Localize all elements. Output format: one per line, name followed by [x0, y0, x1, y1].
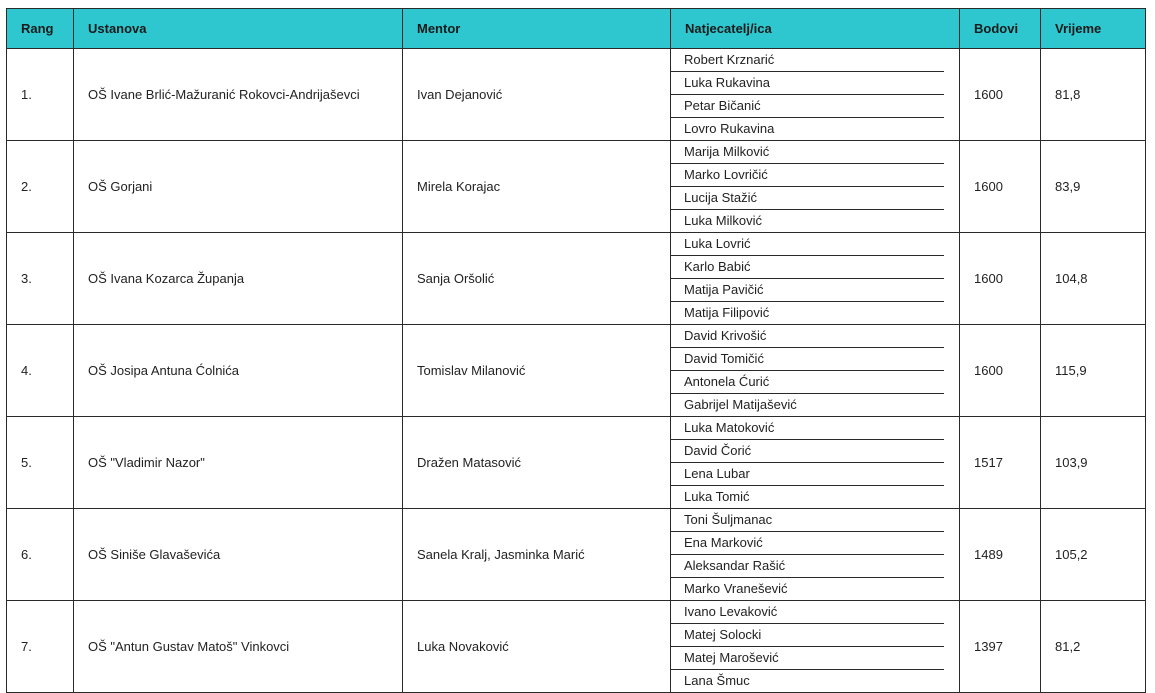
member-name: Matej Solocki [684, 627, 762, 642]
member-name: Luka Matoković [684, 420, 775, 435]
table-row [7, 233, 1146, 325]
member-list [671, 417, 959, 508]
bodovi-cell: 1600 [960, 233, 1041, 325]
bodovi-cell: 1600 [960, 49, 1041, 141]
table-row [7, 49, 1146, 141]
natjecatelji-cell [671, 49, 960, 141]
table-row [7, 141, 1146, 233]
natjecatelji-cell [671, 601, 960, 693]
rang-cell: 4. [7, 325, 74, 417]
member-name: Karlo Babić [684, 259, 751, 274]
bodovi-cell: 1489 [960, 509, 1041, 601]
mentor-cell: Sanja Oršolić [403, 233, 671, 325]
ustanova-cell: OŠ "Antun Gustav Matoš" Vinkovci [74, 601, 403, 693]
table-body [7, 49, 1146, 693]
vrijeme-cell: 81,8 [1041, 49, 1146, 141]
header-bodovi: Bodovi [960, 9, 1041, 49]
member-name: Gabrijel Matijašević [684, 397, 797, 412]
member-name: Lovro Rukavina [684, 121, 775, 136]
results-table [6, 8, 1146, 693]
vrijeme-cell: 83,9 [1041, 141, 1146, 233]
member-name: Lucija Stažić [684, 190, 757, 205]
member-name: Matija Pavičić [684, 282, 764, 297]
rang-cell: 3. [7, 233, 74, 325]
member-name: Toni Šuljmanac [684, 512, 773, 527]
member-list [671, 233, 959, 324]
natjecatelji-cell [671, 509, 960, 601]
header-ustanova: Ustanova [74, 9, 403, 49]
ustanova-cell: OŠ Josipa Antuna Ćolnića [74, 325, 403, 417]
member-name: Marko Lovričić [684, 167, 768, 182]
natjecatelji-cell [671, 325, 960, 417]
ustanova-cell: OŠ Gorjani [74, 141, 403, 233]
ustanova-cell: OŠ "Vladimir Nazor" [74, 417, 403, 509]
bodovi-cell: 1600 [960, 141, 1041, 233]
member-name: Luka Tomić [684, 489, 750, 504]
member-name: Matija Filipović [684, 305, 770, 320]
rang-cell: 6. [7, 509, 74, 601]
vrijeme-cell: 115,9 [1041, 325, 1146, 417]
rang-cell: 2. [7, 141, 74, 233]
member-name: Luka Rukavina [684, 75, 770, 90]
member-name: Ena Marković [684, 535, 763, 550]
vrijeme-cell: 81,2 [1041, 601, 1146, 693]
header-row [7, 9, 1146, 49]
vrijeme-cell: 105,2 [1041, 509, 1146, 601]
header-vrijeme: Vrijeme [1041, 9, 1146, 49]
member-list [671, 325, 959, 416]
header-rang: Rang [7, 9, 74, 49]
member-name: Aleksandar Rašić [684, 558, 786, 573]
mentor-cell: Mirela Korajac [403, 141, 671, 233]
bodovi-cell: 1517 [960, 417, 1041, 509]
ustanova-cell: OŠ Ivana Kozarca Županja [74, 233, 403, 325]
natjecatelji-cell [671, 141, 960, 233]
member-name: Antonela Ćurić [684, 374, 770, 389]
natjecatelji-cell [671, 233, 960, 325]
mentor-cell: Dražen Matasović [403, 417, 671, 509]
rang-cell: 1. [7, 49, 74, 141]
member-name: Ivano Levaković [684, 604, 778, 619]
table-row [7, 601, 1146, 693]
member-name: Marija Milković [684, 144, 770, 159]
bodovi-cell: 1397 [960, 601, 1041, 693]
natjecatelji-cell [671, 417, 960, 509]
table-row [7, 325, 1146, 417]
bodovi-cell: 1600 [960, 325, 1041, 417]
mentor-cell: Sanela Kralj, Jasminka Marić [403, 509, 671, 601]
member-name: David Čorić [684, 443, 752, 458]
header-natjecatelji: Natjecatelj/ica [671, 9, 960, 49]
rang-cell: 5. [7, 417, 74, 509]
table-row [7, 509, 1146, 601]
header-mentor: Mentor [403, 9, 671, 49]
mentor-cell: Ivan Dejanović [403, 49, 671, 141]
member-name: Lana Šmuc [684, 673, 750, 688]
member-list [671, 601, 959, 692]
table-row [7, 417, 1146, 509]
member-list [671, 141, 959, 232]
member-name: Lena Lubar [684, 466, 750, 481]
ustanova-cell: OŠ Siniše Glavaševića [74, 509, 403, 601]
member-list [671, 509, 959, 600]
member-name: Marko Vranešević [684, 581, 788, 596]
member-name: Luka Milković [684, 213, 763, 228]
vrijeme-cell: 104,8 [1041, 233, 1146, 325]
table-header [7, 9, 1146, 49]
vrijeme-cell: 103,9 [1041, 417, 1146, 509]
member-list [671, 49, 959, 140]
mentor-cell: Tomislav Milanović [403, 325, 671, 417]
member-name: Petar Bičanić [684, 98, 761, 113]
member-name: David Tomičić [684, 351, 764, 366]
mentor-cell: Luka Novaković [403, 601, 671, 693]
member-name: Robert Krznarić [684, 52, 775, 67]
ustanova-cell: OŠ Ivane Brlić-Mažuranić Rokovci-Andrijaševci [74, 49, 403, 141]
rang-cell: 7. [7, 601, 74, 693]
member-name: David Krivošić [684, 328, 767, 343]
member-name: Matej Marošević [684, 650, 779, 665]
member-name: Luka Lovrić [684, 236, 751, 251]
